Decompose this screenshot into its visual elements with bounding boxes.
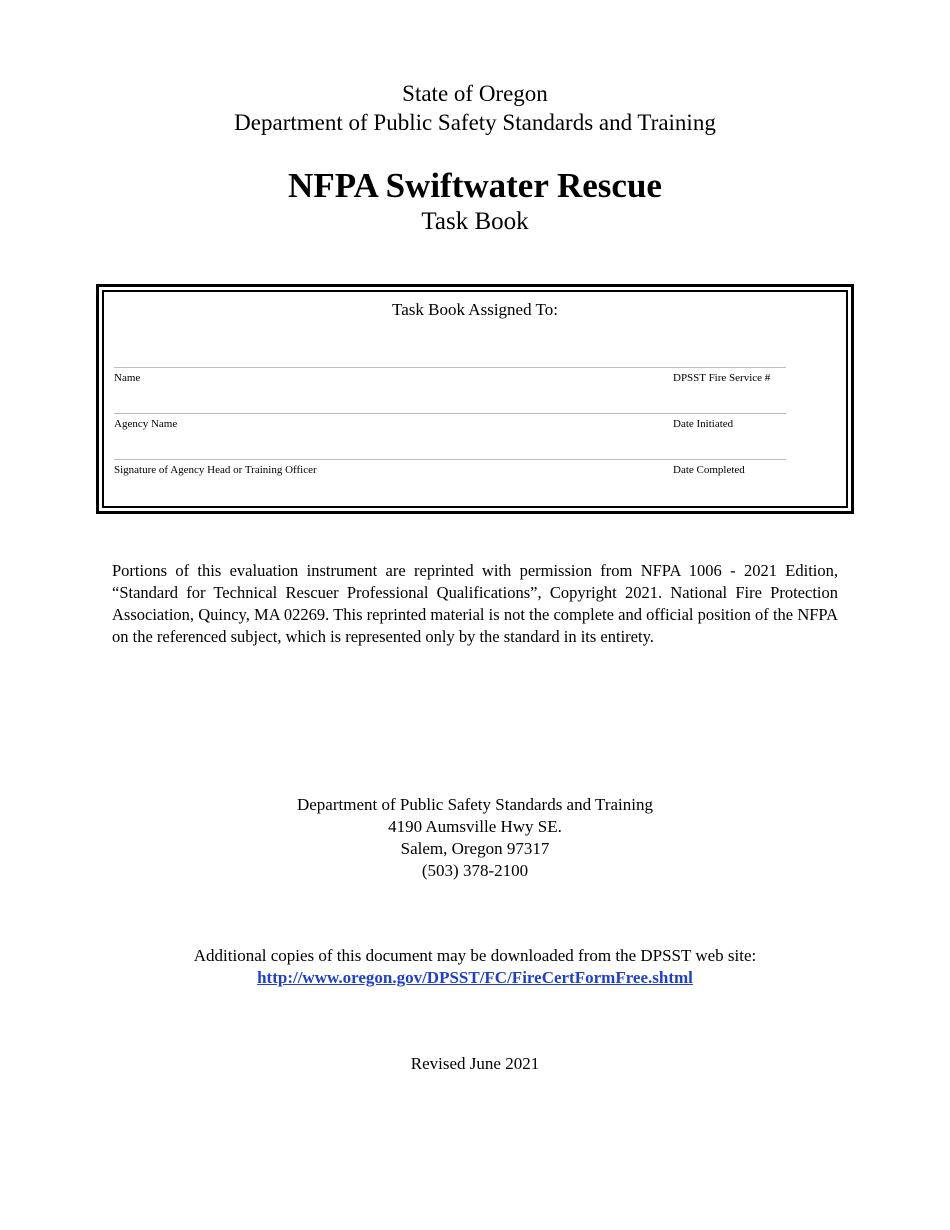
download-link-row bbox=[0, 967, 950, 989]
address-city: Salem, Oregon 97317 bbox=[400, 839, 550, 858]
revision-date: Revised June 2021 bbox=[410, 1054, 540, 1073]
page-title: NFPA Swiftwater Rescue bbox=[288, 166, 662, 205]
agency-name-label: Agency Name bbox=[114, 418, 178, 430]
address-phone: (503) 378-2100 bbox=[421, 861, 529, 880]
state-heading: State of Oregon bbox=[402, 81, 548, 106]
date-initiated-label: Date Initiated bbox=[673, 418, 734, 430]
department-heading: Department of Public Safety Standards and Training bbox=[234, 110, 716, 135]
assignment-box-inner-border bbox=[102, 290, 848, 508]
permission-notice: Portions of this evaluation instrument are reprinted with permission from NFPA 1006 - 2021 Edition, “Standard for Technical Rescuer Professional Qualifications”, Copyright 2021. National Fire Protection Association, Quincy, MA 02269. This reprinted material is not the complete and official position of the NFPA on the referenced subject, which is represented only by the standard in its entirety. bbox=[112, 561, 838, 646]
agency-signature-line[interactable] bbox=[114, 413, 786, 414]
signature-line[interactable] bbox=[114, 459, 786, 460]
assignment-box bbox=[96, 284, 854, 514]
download-link[interactable]: http://www.oregon.gov/DPSST/FC/FireCertFormFree.shtml bbox=[257, 968, 693, 987]
download-text: Additional copies of this document may be downloaded from the DPSST web site: bbox=[193, 946, 757, 965]
signature-label: Signature of Agency Head or Training Officer bbox=[114, 464, 317, 476]
page-subtitle: Task Book bbox=[421, 208, 529, 235]
date-completed-label: Date Completed bbox=[673, 464, 745, 476]
name-label: Name bbox=[114, 372, 141, 384]
address-org: Department of Public Safety Standards and Training bbox=[296, 795, 653, 814]
address-street: 4190 Aumsville Hwy SE. bbox=[388, 817, 562, 836]
dpsst-number-label: DPSST Fire Service # bbox=[673, 372, 771, 384]
assignment-heading: Task Book Assigned To: bbox=[392, 300, 558, 319]
name-signature-line[interactable] bbox=[114, 367, 786, 368]
